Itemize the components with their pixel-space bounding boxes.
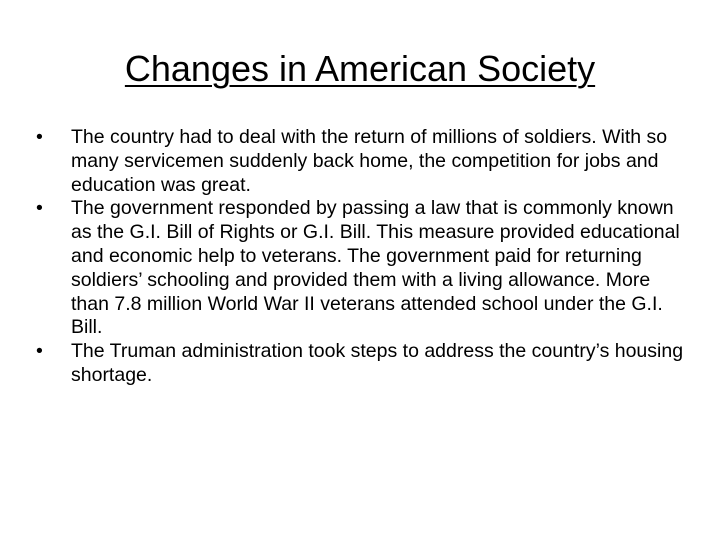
bullet-marker: • [36,340,43,363]
slide-title: Changes in American Society [124,48,596,89]
bullet-item [36,126,684,197]
bullet-list [36,126,684,388]
bullet-item [36,340,684,388]
bullet-marker: • [36,197,43,220]
bullet-text: The Truman administration took steps to address the country’s housing shortage. [71,340,684,386]
bullet-item [36,197,684,340]
bullet-text: The country had to deal with the return of millions of soldiers. With so many servicemen suddenly back home, the competition for jobs and education was great. [71,126,668,196]
bullet-text: The government responded by passing a law that is commonly known as the G.I. Bill of Rights or G.I. Bill. This measure provided educational and economic help to veterans. The government paid for returning soldiers’ schooling and provided them with a living allowance. More than 7.8 million World War II veterans attended school under the G.I. Bill. [71,197,680,339]
bullet-marker: • [36,126,43,148]
